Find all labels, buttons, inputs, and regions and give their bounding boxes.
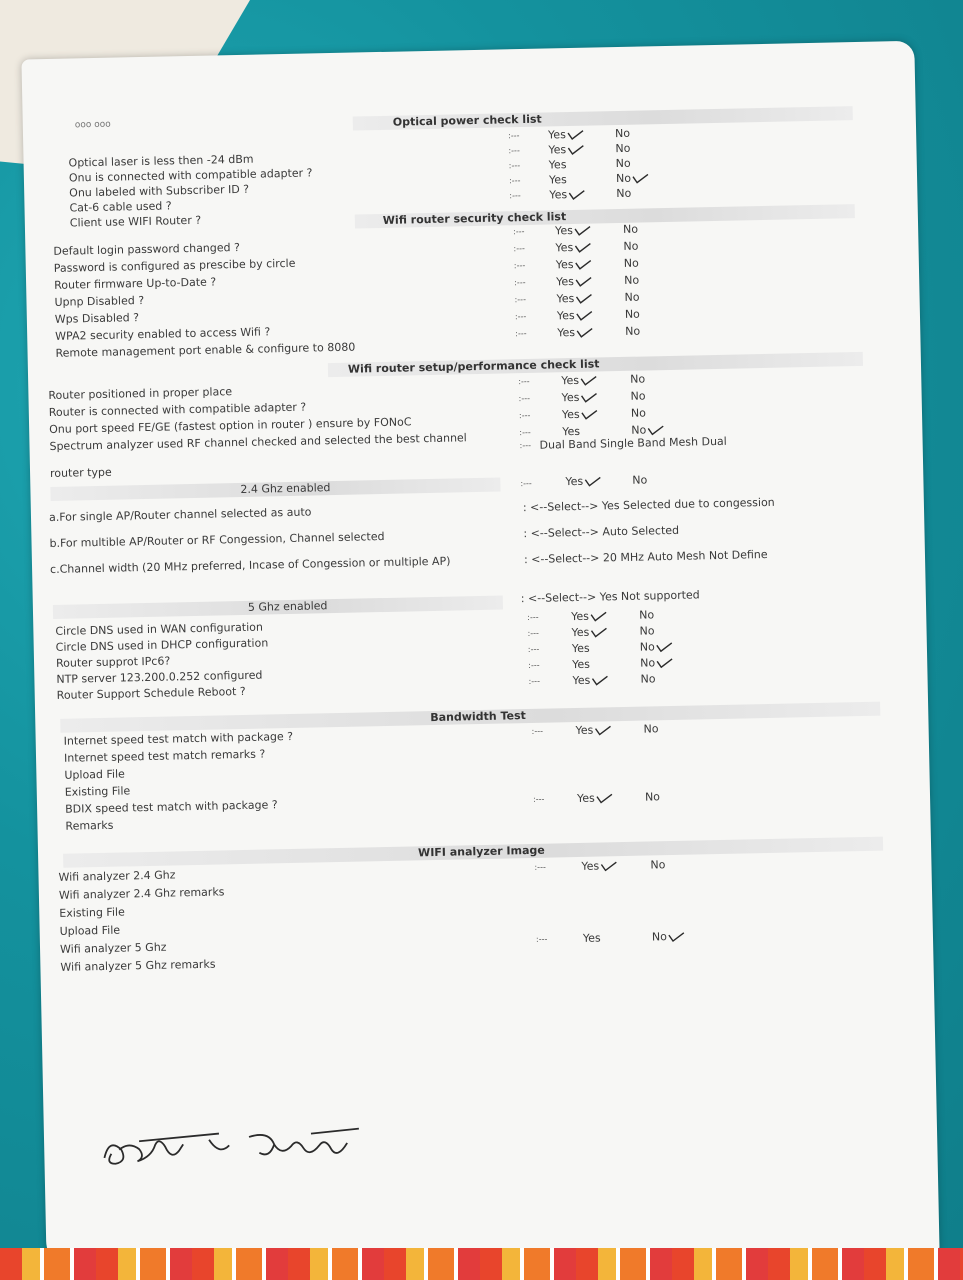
- check-mark: [566, 145, 584, 155]
- no-option: [615, 127, 630, 140]
- yes-label: Yes: [548, 143, 567, 157]
- no-option: [630, 372, 645, 385]
- yes-label: Yes: [548, 173, 567, 187]
- row-separator: :---: [527, 644, 540, 655]
- yes-option: [571, 625, 607, 639]
- yes-option: [555, 241, 591, 255]
- no-label: No: [624, 307, 640, 321]
- yes-option: [562, 425, 580, 438]
- check-mark: [583, 476, 601, 486]
- no-option: [615, 142, 630, 155]
- yes-label: Yes: [555, 257, 574, 272]
- no-option: [652, 930, 685, 944]
- yes-option: [583, 932, 601, 945]
- yes-option: [572, 642, 590, 655]
- no-label: No: [624, 273, 640, 287]
- question-label: c.Channel width (20 MHz preferred, Incase of Congession or multiple AP): [49, 554, 451, 576]
- no-option: [639, 624, 654, 637]
- yes-option: [557, 326, 593, 340]
- check-mark: [566, 130, 584, 140]
- yes-option: [572, 673, 608, 687]
- question-label: Wifi analyzer 2.4 Ghz: [58, 868, 176, 884]
- ghz24-separator: :---: [520, 478, 532, 489]
- yes-label: Yes: [548, 158, 567, 172]
- no-label: No: [622, 222, 639, 236]
- select-value: : <--Select--> 20 MHz Auto Mesh Not Define: [523, 547, 768, 567]
- no-label: No: [639, 640, 655, 654]
- question-label: BDIX speed test match with package ?: [64, 798, 278, 816]
- yes-label: Yes: [571, 609, 590, 624]
- yes-option: [571, 609, 607, 623]
- no-option: [631, 406, 646, 419]
- check-mark: [574, 277, 592, 287]
- question-label: Remarks: [65, 818, 114, 833]
- router-type-separator: :---: [519, 440, 532, 451]
- check-mark: [595, 793, 613, 803]
- question-label: Password is configured as prescibe by circle: [53, 256, 296, 275]
- no-label: No: [640, 656, 656, 670]
- no-label: No: [644, 790, 661, 804]
- row-separator: :---: [513, 260, 526, 271]
- question-label: Upload File: [59, 923, 121, 938]
- question-label: Wifi analyzer 5 Ghz remarks: [60, 957, 216, 974]
- no-option: [640, 656, 673, 670]
- section-title-optical: Optical power check list: [392, 112, 542, 129]
- no-label: No: [614, 126, 631, 141]
- no-label: No: [631, 423, 647, 437]
- yes-label: Yes: [561, 373, 580, 388]
- section-title-5ghz: 5 Ghz enabled: [247, 599, 328, 614]
- no-option: [616, 171, 649, 185]
- router-type-value: Dual Band Single Band Mesh Dual: [539, 434, 727, 452]
- check-mark: [667, 932, 685, 942]
- question-label: Spectrum analyzer used RF channel checked and selected the best channel: [49, 431, 467, 453]
- question-label: Router Support Schedule Reboot ?: [56, 684, 246, 702]
- handwritten-signature: [99, 1122, 380, 1178]
- row-separator: :---: [509, 191, 521, 201]
- yes-label: Yes: [572, 673, 591, 688]
- yes-option: [577, 791, 613, 805]
- yes-option: [575, 723, 611, 737]
- section-title-setup: Wifi router setup/performance check list: [347, 357, 600, 376]
- check-mark: [573, 226, 591, 236]
- no-option: [625, 325, 640, 338]
- yes-option: [556, 292, 592, 306]
- yes-label: Yes: [556, 291, 575, 306]
- question-label: Circle DNS used in WAN configuration: [55, 620, 264, 638]
- no-label: No: [623, 256, 639, 270]
- row-separator: :---: [514, 294, 526, 305]
- yes-label: Yes: [549, 188, 568, 202]
- check-mark: [589, 611, 607, 621]
- no-option: [650, 858, 665, 871]
- question-label: a.For single AP/Router channel selected as auto: [48, 505, 312, 525]
- no-option: [624, 291, 639, 304]
- row-separator: :---: [528, 676, 540, 686]
- yes-label: Yes: [562, 424, 581, 439]
- no-option: [640, 672, 655, 685]
- yes-label: Yes: [581, 859, 600, 873]
- question-label: Cat-6 cable used ?: [69, 199, 172, 215]
- no-option: [623, 223, 638, 236]
- check-mark: [575, 328, 593, 338]
- yes-label: Yes: [556, 274, 575, 289]
- question-label: Client use WIFI Router ?: [69, 213, 202, 230]
- no-label: No: [624, 290, 640, 304]
- question-label: Optical laser is less then -24 dBm: [68, 152, 254, 170]
- no-option: [623, 240, 638, 253]
- no-label: No: [615, 141, 631, 156]
- router-type-label: router type: [49, 465, 112, 480]
- row-separator: :---: [513, 226, 525, 237]
- question-label: Wps Disabled ?: [54, 311, 140, 326]
- question-label: Router is connected with compatible adapter ?: [48, 400, 307, 419]
- question-label: Router positioned in proper place: [48, 385, 233, 402]
- yes-option: [556, 258, 592, 272]
- yes-option: [572, 658, 590, 671]
- check-mark: [579, 376, 597, 386]
- yes-label: Yes: [565, 474, 584, 489]
- check-mark: [573, 260, 591, 270]
- question-label: Onu labeled with Subscriber ID ?: [69, 182, 250, 200]
- no-label: No: [651, 930, 668, 944]
- row-separator: :---: [508, 176, 521, 186]
- yes-option: [549, 158, 567, 171]
- yes-option: [557, 309, 593, 323]
- question-label: Onu port speed FE/GE (fastest option in router ) ensure by FONoC: [49, 415, 412, 436]
- no-label: No: [615, 171, 632, 186]
- no-label: No: [615, 156, 631, 171]
- yes-option: [548, 143, 584, 157]
- row-separator: :---: [534, 862, 546, 872]
- yes-label: Yes: [557, 325, 576, 340]
- no-label: No: [630, 372, 646, 386]
- ghz24-yes: [565, 474, 601, 488]
- question-label: Default login password changed ?: [53, 240, 241, 258]
- yes-label: Yes: [572, 657, 591, 672]
- question-label: Existing File: [59, 905, 125, 920]
- check-mark: [567, 190, 585, 200]
- question-label: Upnp Disabled ?: [54, 293, 145, 309]
- row-separator: :---: [527, 628, 539, 639]
- check-mark: [580, 409, 598, 419]
- no-option: [624, 257, 639, 270]
- row-separator: :---: [518, 410, 531, 421]
- no-label: No: [639, 608, 655, 622]
- row-separator: :---: [531, 726, 544, 736]
- yes-label: Yes: [556, 308, 575, 323]
- check-mark: [574, 294, 592, 304]
- yes-label: Yes: [555, 240, 574, 255]
- question-label: Upload File: [64, 767, 125, 782]
- yes-option: [561, 390, 597, 404]
- section-title-security: Wifi router security check list: [382, 210, 567, 227]
- yes-option: [561, 374, 597, 388]
- check-mark: [599, 861, 617, 871]
- question-label: Circle DNS used in DHCP configuration: [55, 636, 269, 654]
- no-label: No: [630, 389, 646, 403]
- yes-option: [555, 224, 591, 238]
- yes-option: [556, 275, 592, 289]
- question-label: b.For multible AP/Router or RF Congession, Channel selected: [49, 529, 385, 550]
- check-mark: [573, 243, 591, 253]
- select-value: : <--Select--> Auto Selected: [523, 523, 680, 541]
- yes-option: [549, 188, 585, 202]
- check-mark: [593, 725, 611, 735]
- row-separator: :---: [535, 934, 548, 944]
- no-label: No: [625, 324, 641, 338]
- question-label: Onu is connected with compatible adapter ?: [68, 166, 313, 185]
- no-option: [616, 157, 631, 170]
- yes-label: Yes: [576, 791, 595, 806]
- no-label: No: [623, 239, 639, 253]
- yes-label: Yes: [554, 223, 574, 238]
- yes-option: [581, 859, 617, 873]
- check-mark: [655, 642, 673, 652]
- yes-option: [549, 173, 567, 186]
- no-label: No: [640, 672, 656, 686]
- yes-label: Yes: [547, 128, 567, 142]
- yes-option: [548, 128, 584, 142]
- question-label: NTP server 123.200.0.252 configured: [56, 668, 263, 686]
- row-separator: :---: [513, 243, 525, 254]
- no-label: No: [630, 406, 647, 420]
- no-label: No: [616, 186, 632, 201]
- yes-label: Yes: [561, 390, 580, 405]
- row-separator: :---: [508, 161, 521, 171]
- question-label: Internet speed test match remarks ?: [63, 747, 266, 765]
- no-option: [630, 389, 645, 402]
- question-label: Remote management port enable & configure to 8080: [55, 340, 356, 360]
- no-label: No: [650, 858, 666, 872]
- row-separator: :---: [532, 794, 545, 804]
- no-option: [616, 187, 631, 200]
- question-label: Internet speed test match with package ?: [63, 729, 294, 748]
- no-option: [640, 640, 673, 654]
- row-separator: :---: [514, 277, 526, 288]
- no-option: [645, 790, 660, 803]
- question-label: Wifi analyzer 5 Ghz: [59, 940, 167, 956]
- row-separator: :---: [518, 393, 531, 404]
- check-mark: [579, 392, 597, 402]
- ghz5-select-value: : <--Select--> Yes Not supported: [520, 588, 700, 606]
- yes-label: Yes: [571, 641, 590, 656]
- section-title-24ghz: 2.4 Ghz enabled: [240, 481, 331, 496]
- question-label: Wifi analyzer 2.4 Ghz remarks: [58, 885, 225, 902]
- section-title-bandwidth: Bandwidth Test: [430, 709, 526, 725]
- no-label: No: [643, 722, 659, 736]
- yes-label: Yes: [571, 625, 590, 640]
- row-separator: :---: [508, 131, 520, 141]
- row-separator: :---: [519, 427, 531, 438]
- ghz24-no: No: [632, 473, 648, 487]
- question-label: Router supprot IPc6?: [55, 654, 171, 670]
- no-option: [631, 423, 664, 437]
- question-label: WPA2 security enabled to access Wifi ?: [55, 325, 271, 343]
- background-notebook-strip: [0, 1248, 963, 1280]
- no-option: [624, 274, 639, 287]
- select-value: : <--Select--> Yes Selected due to congession: [522, 495, 775, 515]
- yes-option: [562, 407, 598, 421]
- row-separator: :---: [514, 311, 527, 322]
- row-separator: :---: [527, 612, 539, 623]
- no-option: [639, 608, 654, 621]
- checklist-sheet: [21, 41, 939, 1271]
- check-mark: [655, 658, 673, 668]
- no-option: [643, 722, 658, 735]
- question-label: Existing File: [64, 784, 131, 799]
- check-mark: [589, 627, 607, 637]
- yes-label: Yes: [582, 931, 601, 945]
- check-mark: [590, 675, 608, 685]
- question-label: Router firmware Up-to-Date ?: [54, 275, 217, 292]
- no-option: [625, 308, 640, 321]
- row-separator: :---: [508, 146, 520, 156]
- top-mark: ooo ooo: [74, 119, 111, 131]
- row-separator: :---: [518, 376, 530, 387]
- check-mark: [631, 173, 649, 183]
- row-separator: :---: [528, 660, 540, 671]
- row-separator: :---: [515, 328, 527, 339]
- yes-label: Yes: [561, 407, 580, 422]
- check-mark: [646, 425, 664, 435]
- section-title-analyzer: WIFI analyzer Image: [417, 843, 545, 860]
- yes-label: Yes: [575, 723, 594, 738]
- no-label: No: [639, 624, 655, 638]
- check-mark: [575, 311, 593, 321]
